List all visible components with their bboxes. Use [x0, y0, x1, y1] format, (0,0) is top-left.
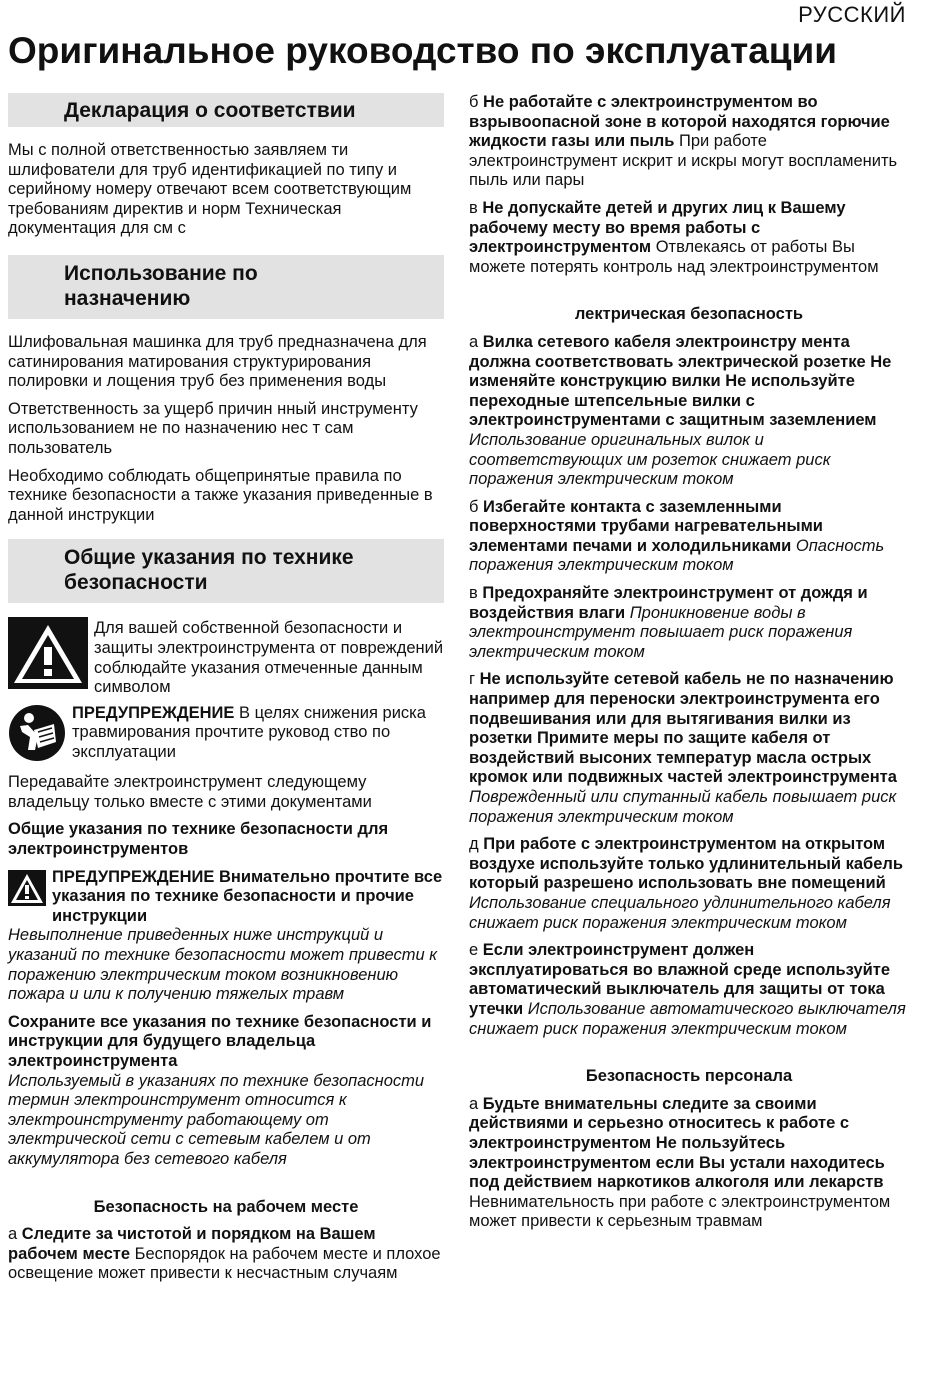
- general-instructions-heading: Общие указания по технике безопасности для электроинструментов: [8, 820, 389, 859]
- workplace-item-a-text: Беспорядок на рабочем месте и плохое освещение может привести к несчастным случаям: [8, 1244, 441, 1283]
- workplace-item-b-text: При работе электроинструмент искрит и искры могут воспламенить пыль или пары: [469, 132, 898, 190]
- electrical-item-b-italic: Опасность поражения электрическим током: [469, 536, 885, 575]
- keep-instructions: [8, 1013, 444, 1170]
- electrical-safety-heading: лектрическая безопасность: [574, 305, 804, 324]
- electrical-item-v-bold: Предохраняйте электроинструмент от дождя и воздействия влаги: [469, 584, 868, 622]
- electrical-item-d: [469, 835, 909, 933]
- page-title: Оригинальное руководство по эксплуатации: [8, 30, 838, 71]
- manual-warning-label: ПРЕДУПРЕЖДЕНИЕ: [72, 703, 235, 722]
- language-label: РУССКИЙ: [798, 2, 906, 27]
- keep-instructions-italic: Используемый в указаниях по технике безопасности термин электроинструмент относится к электроинструменту работающему от электрической сети с сетевым кабелем и от аккумулятора без сетевого кабеля: [8, 1071, 425, 1168]
- item-letter: е: [469, 941, 483, 960]
- workplace-item-b-bold: Не работайте с электроинструментом во взрывоопасной зоне в которой находятся горючие жидкости газы или пыль: [469, 93, 890, 151]
- warning-symbol-row: [8, 617, 444, 697]
- warning-read-all: [8, 868, 444, 1005]
- item-letter: г: [469, 670, 480, 689]
- warning-read-all-bold: ПРЕДУПРЕЖДЕНИЕ Внимательно прочтите все указания по технике безопасности и прочие инструкции: [52, 867, 443, 925]
- declaration-text: Мы с полной ответственностью заявляем ти шлифователи для труб идентификацией по типу и серийному номеру отвечают всем соответствующим требованиям директив и норм Техническая документация для см с: [8, 141, 412, 238]
- workplace-safety-heading: Безопасность на рабочем месте: [93, 1197, 359, 1216]
- personal-item-a: [469, 1095, 909, 1232]
- workplace-item-a: [8, 1225, 444, 1284]
- intended-use-heading: Использование по назначению: [8, 255, 444, 319]
- intended-use-para-3: Необходимо соблюдать общепринятые правила по технике безопасности а также указания приведенные в данной инструкции: [8, 466, 433, 524]
- electrical-item-g-bold: Не используйте сетевой кабель не по назначению например для переноски электроинструмента его подвешивания или для вытягивания вилки из розетки Примите меры по защите кабеля от воздействий высоних температур масла острых кромок или подвижных частей электроинструмента: [469, 670, 897, 787]
- personal-item-a-text: Невнимательность при работе с электроинструментом может привести к серьезным травмам: [469, 1192, 891, 1231]
- electrical-item-a-italic: Использование оригинальных вилок и соответствующих им розеток снижает риск поражения электрическим током: [469, 430, 831, 489]
- electrical-item-d-italic: Использование специального удлинительного кабеля снижает риск поражения электрическим током: [469, 893, 891, 932]
- general-safety-heading: Общие указания по технике безопасности: [8, 539, 444, 603]
- personal-safety-heading: Безопасность персонала: [585, 1067, 793, 1086]
- electrical-item-e: [469, 941, 909, 1039]
- left-column: [8, 93, 444, 1292]
- personal-item-a-bold: Будьте внимательны следите за своими действиями и серьезно относитесь к работе с электроинструментом Не пользуйтесь электроинструментом если Вы устали находитесь под действием наркотиков алкоголя или лекарств: [469, 1094, 885, 1192]
- warning-symbol-text: Для вашей собственной безопасности и защиты электроинструмента от повреждений соблюдайте указания отмеченные данным символом: [94, 619, 444, 697]
- electrical-item-v-italic: Проникновение воды в электроинструмент повышает риск поражения электрическим током: [469, 603, 853, 661]
- item-letter: а: [469, 1094, 483, 1113]
- electrical-item-a: [469, 333, 909, 490]
- item-letter: а: [469, 332, 483, 351]
- electrical-item-d-bold: При работе с электроинструментом на открытом воздухе используйте только удлинительный кабель который разрешено использовать вне помещений: [469, 835, 904, 893]
- declaration-heading: Декларация о соответствии: [8, 93, 444, 127]
- manual-warning-text: В целях снижения риска травмирования прочтите руковод ство по эксплуатации: [72, 703, 426, 761]
- item-letter: в: [469, 198, 483, 217]
- read-manual-icon: [8, 704, 66, 768]
- item-letter: д: [469, 835, 484, 854]
- workplace-item-v-text: Отвлекаясь от работы Вы можете потерять контроль над электроинструментом: [469, 238, 879, 276]
- electrical-item-a-bold: Вилка сетевого кабеля электроинстру мента должна соответствовать электрической розетке Не изменяйте конструкцию вилки Не используйте переходные штепсельные вилки с электроинструментами с защитным заземлением: [469, 332, 892, 430]
- workplace-item-b: [469, 93, 909, 191]
- item-letter: б: [469, 93, 484, 111]
- item-letter: б: [469, 497, 484, 516]
- intended-use-para-1: Шлифовальная машинка для труб предназначена для сатинирования матирования структурирования полировки и лощения труб без применения воды: [8, 332, 427, 391]
- workplace-item-v-bold: Не допускайте детей и других лиц к Вашему рабочему месту во время работы с электроинструментом: [469, 198, 846, 257]
- electrical-item-g-italic: Поврежденный или спутанный кабель повышает риск поражения электрическим током: [469, 788, 897, 826]
- intended-use-para-2: Ответственность за ущерб причин нный инструменту использованием не по назначению нес т сам пользователь: [8, 399, 418, 457]
- electrical-item-g: [469, 670, 909, 827]
- electrical-item-e-italic: Использование автоматического выключателя снижает риск поражения электрическим током: [469, 999, 906, 1038]
- manual-warning-text-block: [72, 704, 444, 763]
- keep-instructions-bold: Сохраните все указания по технике безопасности и инструкции для будущего владельца электроинструмента: [8, 1012, 432, 1070]
- workplace-item-a-bold: Следите за чистотой и порядком на Вашем рабочем месте: [8, 1225, 376, 1263]
- electrical-item-b: [469, 498, 909, 576]
- warning-triangle-icon: [8, 617, 88, 695]
- electrical-item-b-bold: Избегайте контакта с заземленными поверхностями трубами нагревательными элементами печами и холодильниками: [469, 497, 823, 555]
- item-letter: а: [8, 1225, 22, 1244]
- workplace-item-v: [469, 199, 909, 277]
- item-letter: в: [469, 584, 483, 603]
- electrical-item-e-bold: Если электроинструмент должен эксплуатироваться во влажной среде используйте автоматический выключатель для защиты от тока утечки: [469, 941, 891, 1018]
- manual-warning-row: [8, 704, 444, 768]
- right-column: [469, 93, 909, 1240]
- electrical-item-v: [469, 584, 909, 662]
- pass-on-text: Передавайте электроинструмент следующему владельцу только вместе с этими документами: [8, 773, 372, 811]
- warning-read-all-italic: Невыполнение приведенных ниже инструкций и указаний по технике безопасности может привести к поражению электрическим током возникновению пожара и или к получению тяжелых травм: [8, 926, 438, 1004]
- warning-small-icon: [8, 870, 46, 912]
